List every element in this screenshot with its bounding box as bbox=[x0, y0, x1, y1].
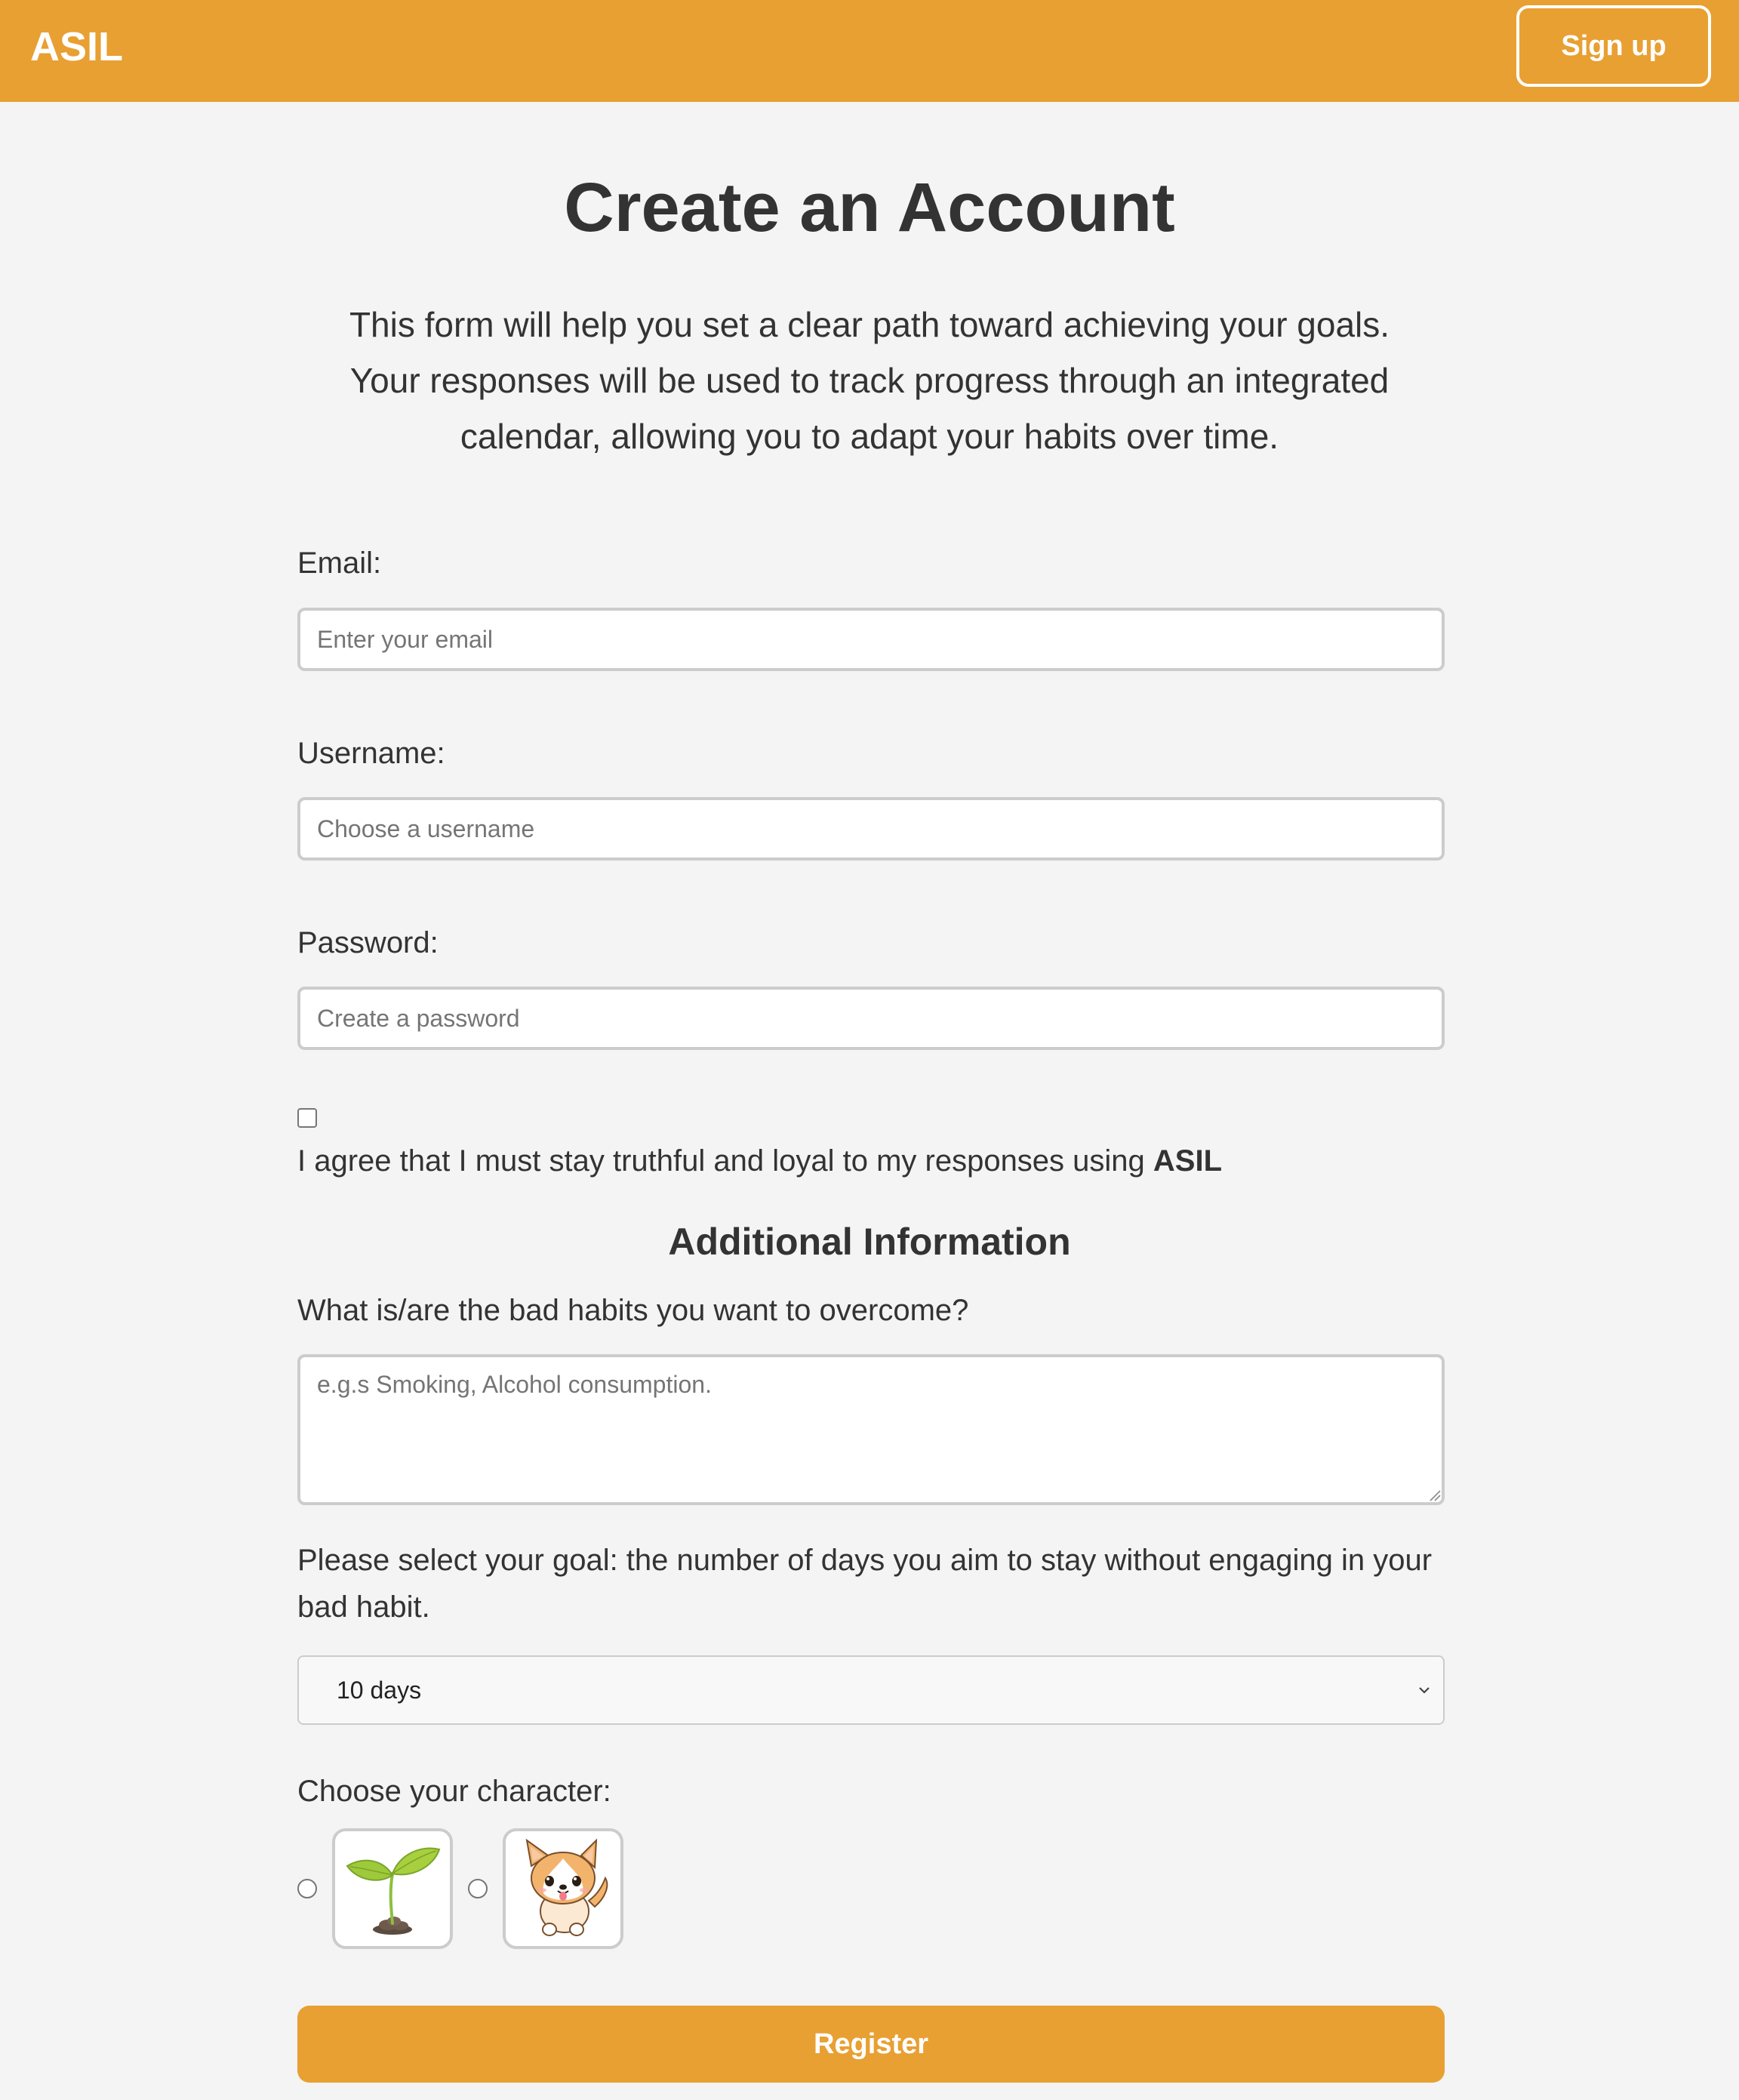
navbar bbox=[0, 0, 1739, 102]
email-label: Email: bbox=[297, 547, 382, 580]
bad-habits-label: What is/are the bad habits you want to overcome? bbox=[297, 1294, 969, 1327]
character-label: Choose your character: bbox=[297, 1775, 611, 1808]
agreement-text: I agree that I must stay truthful and loyal to my responses using bbox=[297, 1144, 1153, 1178]
character-option-sprout[interactable] bbox=[332, 1828, 453, 1949]
intro-text: This form will help you set a clear path toward achieving your goals. Your responses will be used to track progress through an integrated calendar, allowing you to adapt your habits over time. bbox=[349, 305, 1390, 456]
character-option-corgi[interactable] bbox=[503, 1828, 623, 1949]
agreement-label bbox=[297, 1143, 1222, 1179]
signup-button[interactable]: Sign up bbox=[1516, 5, 1711, 87]
resize-grip-icon[interactable] bbox=[1427, 1488, 1441, 1501]
agreement-brand: ASIL bbox=[1153, 1144, 1223, 1178]
password-label: Password: bbox=[297, 926, 439, 959]
corgi-icon bbox=[506, 1831, 620, 1946]
agreement-checkbox[interactable] bbox=[297, 1108, 317, 1128]
character-radio-corgi[interactable] bbox=[468, 1879, 488, 1898]
additional-info-title: Additional Information bbox=[668, 1221, 1071, 1263]
register-button[interactable]: Register bbox=[297, 2006, 1445, 2083]
username-label: Username: bbox=[297, 737, 445, 770]
username-input[interactable] bbox=[297, 797, 1445, 861]
goal-label: Please select your goal: the number of days you aim to stay without engaging in your bad habit. bbox=[297, 1544, 1433, 1624]
character-radio-sprout[interactable] bbox=[297, 1879, 317, 1898]
brand-logo[interactable]: ASIL bbox=[30, 24, 124, 69]
bad-habits-textarea[interactable] bbox=[297, 1354, 1445, 1505]
sprout-icon bbox=[335, 1831, 450, 1946]
email-input[interactable] bbox=[297, 608, 1445, 671]
goal-select[interactable] bbox=[297, 1655, 1445, 1725]
password-input[interactable] bbox=[297, 987, 1445, 1050]
goal-select-value: 10 days bbox=[337, 1677, 422, 1704]
page-title: Create an Account bbox=[564, 169, 1175, 246]
chevron-down-icon bbox=[1416, 1682, 1433, 1698]
